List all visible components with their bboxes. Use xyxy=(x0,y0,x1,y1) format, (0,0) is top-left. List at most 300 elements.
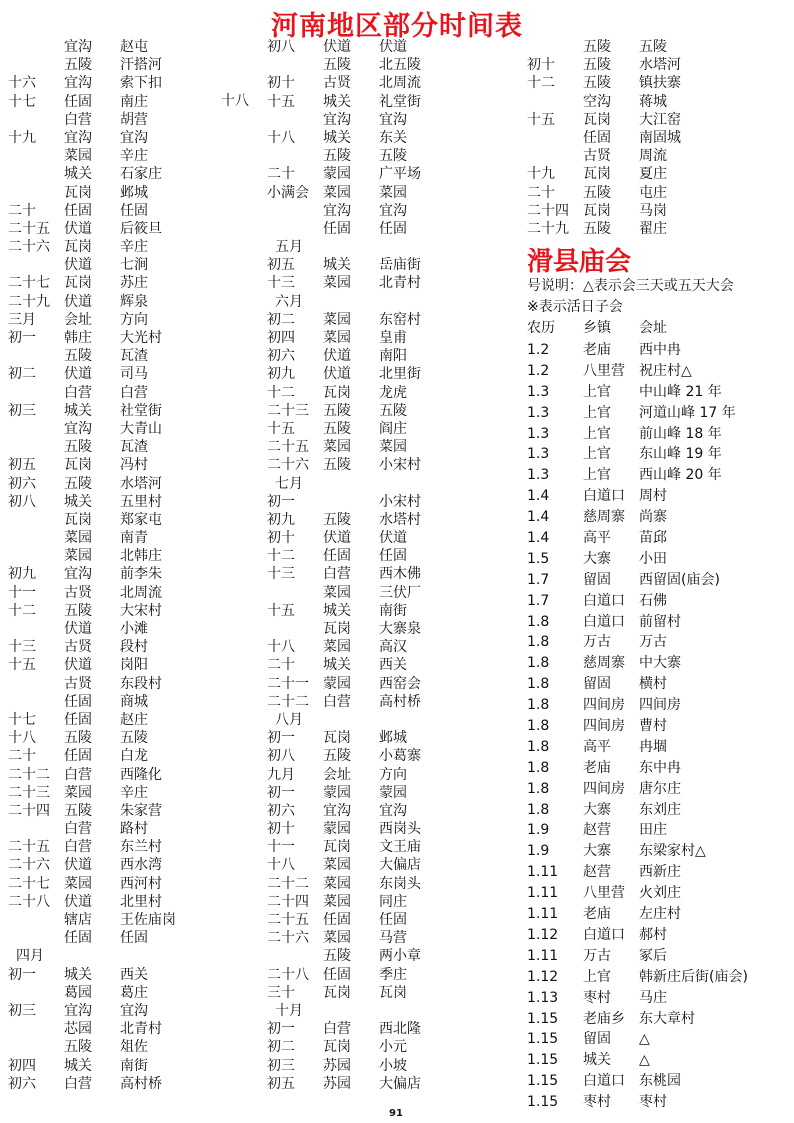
town-cell: 五陵 xyxy=(583,220,611,237)
date-cell: 二十 xyxy=(267,166,295,183)
schedule-row xyxy=(267,675,517,693)
schedule-row xyxy=(267,584,517,602)
schedule-row xyxy=(527,549,787,570)
town-cell: 古贤 xyxy=(583,148,611,165)
site-cell: 东桃园 xyxy=(639,1073,681,1090)
site-cell: 大偏店 xyxy=(379,1075,421,1092)
site-cell: 司马 xyxy=(120,366,148,383)
town-cell: 城关 xyxy=(323,257,351,274)
date-cell: 1.7 xyxy=(527,592,550,609)
schedule-row xyxy=(267,565,517,583)
schedule-row xyxy=(267,1075,517,1093)
site-cell: 南固城 xyxy=(639,129,681,146)
schedule-row xyxy=(267,729,517,747)
page-title: 河南地区部分时间表 xyxy=(271,11,523,42)
town-cell: 白道口 xyxy=(583,488,625,505)
schedule-row xyxy=(8,56,258,74)
schedule-row xyxy=(8,256,258,274)
town-cell: 八里营 xyxy=(583,362,625,379)
schedule-row xyxy=(8,274,258,292)
site-cell: 方向 xyxy=(379,766,407,783)
site-cell: 苗邱 xyxy=(639,530,667,547)
town-cell: 蒙园 xyxy=(323,675,351,692)
site-cell: 东关 xyxy=(379,129,407,146)
schedule-row xyxy=(8,93,258,111)
date-cell: 初六 xyxy=(267,802,295,819)
schedule-column-3 xyxy=(527,38,787,238)
date-cell: 十五 xyxy=(527,111,555,128)
site-cell: 高村桥 xyxy=(379,693,421,710)
town-cell: 老庙 xyxy=(583,342,611,358)
site-cell: 岳庙街 xyxy=(379,257,421,274)
site-cell: 五陵 xyxy=(379,402,407,419)
town-cell: 白营 xyxy=(64,111,92,128)
schedule-row xyxy=(527,946,787,967)
schedule-row xyxy=(267,784,517,802)
town-cell: 菜园 xyxy=(323,875,351,892)
schedule-row xyxy=(8,656,258,674)
town-cell: 高平 xyxy=(583,530,611,547)
date-cell: 十三 xyxy=(267,566,295,583)
schedule-row xyxy=(8,329,258,347)
town-cell: 上官 xyxy=(583,404,611,421)
date-cell: 初十 xyxy=(527,57,555,74)
date-cell: 十七 xyxy=(8,711,36,728)
date-cell: 十五 xyxy=(267,420,295,437)
schedule-row xyxy=(8,856,258,874)
legend-header-town: 乡镇 xyxy=(583,320,611,336)
schedule-row xyxy=(527,361,787,382)
site-cell: 岗阳 xyxy=(120,657,148,674)
date-cell: 初四 xyxy=(8,1057,36,1074)
schedule-row xyxy=(527,716,787,737)
site-cell: 宜沟 xyxy=(120,1002,148,1019)
town-cell: 瓦岗 xyxy=(64,511,92,528)
town-cell: 城关 xyxy=(64,166,92,183)
legend-note-live-date: ※表示活日子会 xyxy=(527,299,623,315)
site-cell: 北五陵 xyxy=(379,57,421,74)
date-cell: 二十六 xyxy=(267,930,309,947)
town-cell: 城关 xyxy=(64,493,92,510)
site-cell: 西木佛 xyxy=(379,566,421,583)
date-cell: 初八 xyxy=(267,39,295,55)
town-cell: 菜园 xyxy=(323,311,351,328)
site-cell: 赵屯 xyxy=(120,39,148,55)
town-cell: 上官 xyxy=(583,446,611,463)
town-cell: 城关 xyxy=(323,129,351,146)
schedule-column-1 xyxy=(8,38,258,1093)
site-cell: 火刘庄 xyxy=(639,885,681,902)
site-cell: 白龙 xyxy=(120,748,148,765)
site-cell: 五里村 xyxy=(120,493,162,510)
date-cell: 二十二 xyxy=(267,875,309,892)
schedule-row xyxy=(267,456,517,474)
schedule-row xyxy=(8,620,258,638)
site-cell: 大光村 xyxy=(120,330,162,346)
schedule-row xyxy=(527,56,787,74)
site-cell: 阎庄 xyxy=(379,420,407,437)
schedule-row xyxy=(267,747,517,765)
town-cell: 万古 xyxy=(583,634,611,651)
date-cell: 二十八 xyxy=(267,966,309,983)
schedule-row xyxy=(8,365,258,383)
date-cell: 二十七 xyxy=(8,875,50,892)
site-cell: 广平场 xyxy=(379,166,421,183)
schedule-row xyxy=(8,402,258,420)
town-cell: 五陵 xyxy=(323,948,351,965)
site-cell: 西关 xyxy=(120,966,148,983)
schedule-row xyxy=(267,238,517,256)
town-cell: 瓦岗 xyxy=(64,457,92,474)
schedule-row xyxy=(8,911,258,929)
date-cell: 1.2 xyxy=(527,362,550,379)
date-cell: 二十五 xyxy=(267,912,309,928)
date-cell: 二十 xyxy=(8,202,36,219)
schedule-row xyxy=(8,384,258,402)
schedule-row xyxy=(8,766,258,784)
site-cell: 赵庄 xyxy=(120,711,148,728)
schedule-row xyxy=(527,841,787,862)
schedule-row xyxy=(267,438,517,456)
site-cell: 同庄 xyxy=(379,893,407,910)
town-cell: 四间房 xyxy=(583,697,625,714)
site-cell: 东刘庄 xyxy=(639,801,681,818)
town-cell: 赵营 xyxy=(583,864,611,881)
town-cell: 任固 xyxy=(64,748,92,765)
site-cell: 大宋村 xyxy=(120,602,162,619)
date-cell: 1.15 xyxy=(527,1073,559,1090)
schedule-row xyxy=(527,74,787,92)
town-cell: 留固 xyxy=(583,1031,611,1048)
site-cell: 郑家屯 xyxy=(120,511,162,528)
date-cell: 初九 xyxy=(8,566,36,583)
schedule-row xyxy=(8,147,258,165)
town-cell: 白道口 xyxy=(583,1073,625,1090)
site-cell: 田庄 xyxy=(639,822,667,839)
town-cell: 白营 xyxy=(64,839,92,856)
site-cell: 邺城 xyxy=(379,730,407,747)
site-cell: 三伏厂 xyxy=(379,584,421,601)
site-cell: 路村 xyxy=(120,821,148,838)
schedule-row xyxy=(8,693,258,711)
schedule-row xyxy=(8,1020,258,1038)
town-cell: 菜园 xyxy=(323,639,351,656)
town-cell: 宜沟 xyxy=(323,202,351,219)
town-cell: 五陵 xyxy=(323,420,351,437)
site-cell: 东中冉 xyxy=(639,759,681,776)
town-cell: 城关 xyxy=(64,1057,92,1074)
date-cell: 初三 xyxy=(267,1057,295,1074)
date-cell: 十五 xyxy=(8,657,36,674)
date-cell: 初一 xyxy=(8,330,36,346)
schedule-row xyxy=(267,1057,517,1075)
site-cell: 中山峰 21 年 xyxy=(639,383,722,400)
site-cell: 四间房 xyxy=(639,697,681,714)
date-cell: 1.11 xyxy=(527,906,559,923)
site-cell: 五陵 xyxy=(639,39,667,55)
schedule-row xyxy=(267,511,517,529)
schedule-row xyxy=(527,570,787,591)
schedule-row xyxy=(267,638,517,656)
town-cell: 古贤 xyxy=(64,584,92,601)
date-cell: 二十九 xyxy=(527,220,569,237)
site-cell: 五陵 xyxy=(379,148,407,165)
site-cell: 西关 xyxy=(379,657,407,674)
town-cell: 白营 xyxy=(64,384,92,401)
date-cell: 1.3 xyxy=(527,467,550,484)
site-cell: 辛庄 xyxy=(120,784,148,801)
date-cell: 初十 xyxy=(267,821,295,838)
schedule-row xyxy=(267,38,517,56)
schedule-row xyxy=(527,883,787,904)
schedule-row xyxy=(8,493,258,511)
date-cell: 初一 xyxy=(267,730,295,747)
town-cell: 任固 xyxy=(64,930,92,947)
site-cell: 辛庄 xyxy=(120,239,148,256)
town-cell: 瓦岗 xyxy=(64,184,92,201)
town-cell: 古贤 xyxy=(323,75,351,92)
site-cell: 任固 xyxy=(379,548,407,565)
town-cell: 老庙乡 xyxy=(583,1010,625,1027)
schedule-row xyxy=(267,766,517,784)
town-cell: 五陵 xyxy=(323,57,351,74)
date-cell: 十五 xyxy=(267,93,295,110)
town-cell: 四间房 xyxy=(583,718,625,735)
date-cell: 初四 xyxy=(267,330,295,346)
town-cell: 城关 xyxy=(323,602,351,619)
site-cell: 两小章 xyxy=(379,948,421,965)
site-cell: 水塔河 xyxy=(120,475,162,492)
schedule-row xyxy=(267,693,517,711)
site-cell: 东山峰 19 年 xyxy=(639,446,722,463)
site-cell: 伏道 xyxy=(379,39,407,55)
schedule-row xyxy=(267,329,517,347)
schedule-row xyxy=(267,929,517,947)
town-cell: 任固 xyxy=(64,202,92,219)
town-cell: 城关 xyxy=(323,93,351,110)
schedule-row xyxy=(8,293,258,311)
schedule-row xyxy=(527,111,787,129)
town-cell: 蒙园 xyxy=(323,166,351,183)
town-cell: 五陵 xyxy=(323,457,351,474)
site-cell: 镇扶寨 xyxy=(639,75,681,92)
schedule-row xyxy=(267,893,517,911)
schedule-row xyxy=(267,384,517,402)
site-cell: 唐尔庄 xyxy=(639,780,681,797)
date-cell: 1.2 xyxy=(527,342,550,358)
town-cell: 白营 xyxy=(64,766,92,783)
schedule-row xyxy=(527,340,787,361)
site-cell: 小田 xyxy=(639,550,667,567)
town-cell: 城关 xyxy=(64,402,92,419)
site-cell: 瓦渣 xyxy=(120,348,148,365)
site-cell: 菜园 xyxy=(379,439,407,456)
date-cell: 1.15 xyxy=(527,1094,559,1111)
schedule-row xyxy=(527,591,787,612)
site-cell: 西窑会 xyxy=(379,675,421,692)
town-cell: 瓦岗 xyxy=(323,1039,351,1056)
schedule-row xyxy=(267,202,517,220)
town-cell: 五陵 xyxy=(64,348,92,365)
town-cell: 空沟 xyxy=(583,93,611,110)
schedule-row xyxy=(267,347,517,365)
schedule-row xyxy=(267,129,517,147)
town-cell: 赵营 xyxy=(583,822,611,839)
town-cell: 会址 xyxy=(64,311,92,328)
site-cell: 东大章村 xyxy=(639,1010,695,1027)
date-cell: 初二 xyxy=(267,311,295,328)
site-cell: 马岗 xyxy=(639,202,667,219)
date-cell: 十月 xyxy=(275,1002,303,1019)
schedule-row xyxy=(267,165,517,183)
schedule-row xyxy=(8,475,258,493)
schedule-row xyxy=(527,820,787,841)
schedule-row xyxy=(527,925,787,946)
date-cell: 三十 xyxy=(267,984,295,1001)
town-cell: 五陵 xyxy=(64,57,92,74)
town-cell: 瓦岗 xyxy=(323,384,351,401)
town-cell: 宜沟 xyxy=(323,111,351,128)
date-cell: 1.8 xyxy=(527,634,550,651)
date-cell: 十一 xyxy=(8,584,36,601)
site-cell: 南阳 xyxy=(379,348,407,365)
site-cell: 西水湾 xyxy=(120,857,162,874)
schedule-row xyxy=(8,311,258,329)
schedule-row xyxy=(267,602,517,620)
town-cell: 古贤 xyxy=(64,675,92,692)
date-cell: 二十八 xyxy=(8,893,50,910)
schedule-row xyxy=(527,93,787,111)
site-cell: 宜沟 xyxy=(379,202,407,219)
schedule-row xyxy=(527,612,787,633)
schedule-row xyxy=(527,1050,787,1071)
town-cell: 五陵 xyxy=(323,748,351,765)
site-cell: 北周流 xyxy=(379,75,421,92)
schedule-row xyxy=(8,565,258,583)
schedule-row xyxy=(527,184,787,202)
schedule-row xyxy=(8,202,258,220)
date-cell: 二十四 xyxy=(527,202,569,219)
date-cell: 初六 xyxy=(8,1075,36,1092)
town-cell: 宜沟 xyxy=(64,566,92,583)
site-cell: 大寨泉 xyxy=(379,621,421,637)
date-cell: 二十七 xyxy=(8,275,50,292)
date-cell: 九月 xyxy=(267,766,295,783)
town-cell: 菜园 xyxy=(323,275,351,292)
schedule-row xyxy=(8,929,258,947)
schedule-row xyxy=(8,547,258,565)
town-cell: 老庙 xyxy=(583,759,611,776)
schedule-row xyxy=(527,737,787,758)
town-cell: 白道口 xyxy=(583,926,625,943)
schedule-row xyxy=(267,1002,517,1020)
site-cell: 任固 xyxy=(120,930,148,947)
site-cell: 万古 xyxy=(639,634,667,651)
date-cell: 二十三 xyxy=(8,784,50,801)
site-cell: 西中冉 xyxy=(639,342,681,358)
site-cell: 皇甫 xyxy=(379,330,407,346)
date-cell: 1.12 xyxy=(527,926,559,943)
site-cell: 西山峰 20 年 xyxy=(639,467,722,484)
date-cell: 1.9 xyxy=(527,822,550,839)
date-cell: 二十五 xyxy=(8,839,50,856)
schedule-row xyxy=(8,420,258,438)
schedule-row xyxy=(527,403,787,424)
town-cell: 蒙园 xyxy=(323,784,351,801)
section-title-huaxian-temple-fair: 滑县庙会 xyxy=(527,247,632,277)
date-cell: 二十 xyxy=(267,657,295,674)
date-cell: 初十 xyxy=(267,530,295,547)
schedule-row xyxy=(8,1075,258,1093)
site-cell: 南青 xyxy=(120,530,148,547)
schedule-row xyxy=(527,653,787,674)
schedule-row xyxy=(8,784,258,802)
town-cell: 宜沟 xyxy=(323,802,351,819)
schedule-row xyxy=(267,220,517,238)
date-cell: 二十三 xyxy=(267,402,309,419)
town-cell: 五陵 xyxy=(583,75,611,92)
site-cell: 龙虎 xyxy=(379,384,407,401)
date-cell: 二十 xyxy=(8,748,36,765)
site-cell: 伏道 xyxy=(379,530,407,547)
schedule-row xyxy=(527,904,787,925)
schedule-row xyxy=(8,347,258,365)
town-cell: 伏道 xyxy=(323,348,351,365)
town-cell: 四间房 xyxy=(583,780,625,797)
date-cell: 五月 xyxy=(275,239,303,256)
site-cell: 蒋城 xyxy=(639,93,667,110)
site-cell: 西隆化 xyxy=(120,766,162,783)
town-cell: 瓦岗 xyxy=(323,839,351,856)
site-cell: 周流 xyxy=(639,148,667,165)
date-cell: 1.7 xyxy=(527,571,550,588)
town-cell: 上官 xyxy=(583,467,611,484)
date-cell: 十三 xyxy=(8,639,36,656)
date-cell: 1.4 xyxy=(527,488,550,505)
date-cell: 二十五 xyxy=(8,220,50,237)
date-cell: 1.8 xyxy=(527,676,550,693)
date-cell: 初三 xyxy=(8,1002,36,1019)
site-cell: 北里街 xyxy=(379,366,421,383)
site-cell: 索下扣 xyxy=(120,75,162,92)
site-cell: 周村 xyxy=(639,488,667,505)
date-cell: 十八 xyxy=(267,639,295,656)
date-cell: 十六 xyxy=(8,75,36,92)
site-cell: 东窑村 xyxy=(379,311,421,328)
town-cell: 瓦岗 xyxy=(64,239,92,256)
date-cell: 十七 xyxy=(8,93,36,110)
town-cell: 白营 xyxy=(64,821,92,838)
schedule-row xyxy=(8,711,258,729)
town-cell: 瓦岗 xyxy=(323,621,351,637)
schedule-row xyxy=(267,475,517,493)
town-cell: 五陵 xyxy=(323,402,351,419)
town-cell: 菜园 xyxy=(323,439,351,456)
legend-header-lunar: 农历 xyxy=(527,320,555,336)
date-cell: 1.3 xyxy=(527,446,550,463)
date-cell: 十一 xyxy=(267,839,295,856)
town-cell: 伏道 xyxy=(323,366,351,383)
town-cell: 白营 xyxy=(323,693,351,710)
schedule-row xyxy=(527,444,787,465)
site-cell: 东段村 xyxy=(120,675,162,692)
town-cell: 伏道 xyxy=(64,366,92,383)
site-cell: 夏庄 xyxy=(639,166,667,183)
schedule-row xyxy=(267,820,517,838)
date-cell: 初八 xyxy=(267,748,295,765)
date-cell: 1.15 xyxy=(527,1031,559,1048)
town-cell: 菜园 xyxy=(323,893,351,910)
